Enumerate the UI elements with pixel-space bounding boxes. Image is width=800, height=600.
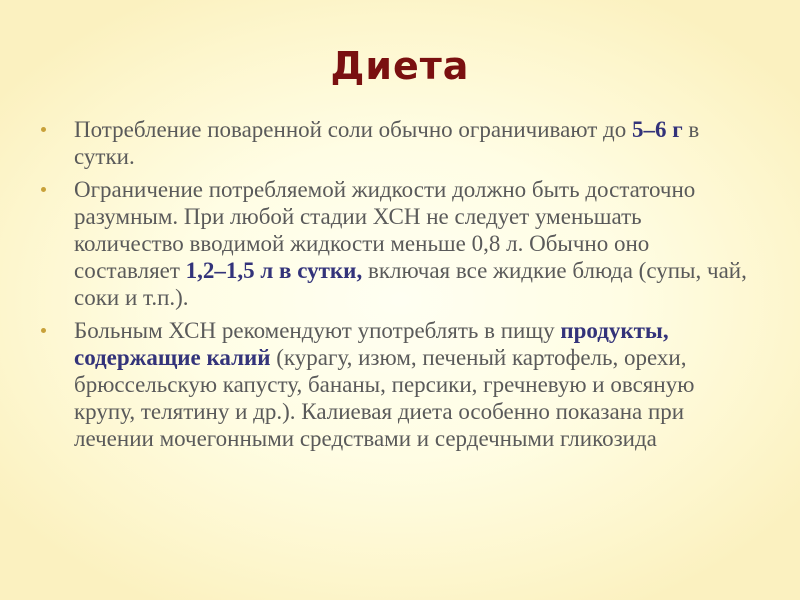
bullet-text: Потребление поваренной соли обычно ограничивают до (74, 117, 632, 142)
bullet-dot-icon (41, 328, 46, 333)
bullet-dot-icon (41, 187, 46, 192)
bullet-text: Ограничение потребляемой жидкости должно быть достаточно разумным. При любой стадии ХСН не следует уменьшать количество вводимой жидкости меньше 0,8 л. Обычно оно составляет (74, 177, 696, 283)
bullet-text: в сутки. (74, 117, 700, 169)
bullet-item (32, 116, 752, 170)
bullet-item (32, 317, 752, 452)
bullet-text: Больным ХСН рекомендуют употреблять в пищу (74, 318, 561, 343)
highlighted-text: 5–6 г (631, 117, 683, 142)
highlighted-text: 1,2–1,5 л в сутки, (185, 258, 363, 283)
bullet-dot-icon (41, 127, 46, 132)
bullet-text: включая все жидкие блюда (супы, чай, соки и т.п.). (74, 258, 747, 310)
slide-title: Диета (330, 44, 470, 88)
bullet-list (32, 116, 752, 458)
bullet-text: (курагу, изюм, печеный картофель, орехи, брюссельскую капусту, бананы, персики, гречневую и овсяную крупу, телятину и др.). Калиевая диета особенно показана при лечении мочегонными средствами и сердечными гликозида (74, 345, 695, 451)
bullet-item (32, 176, 752, 311)
highlighted-text: продукты, содержащие калий (74, 318, 669, 370)
